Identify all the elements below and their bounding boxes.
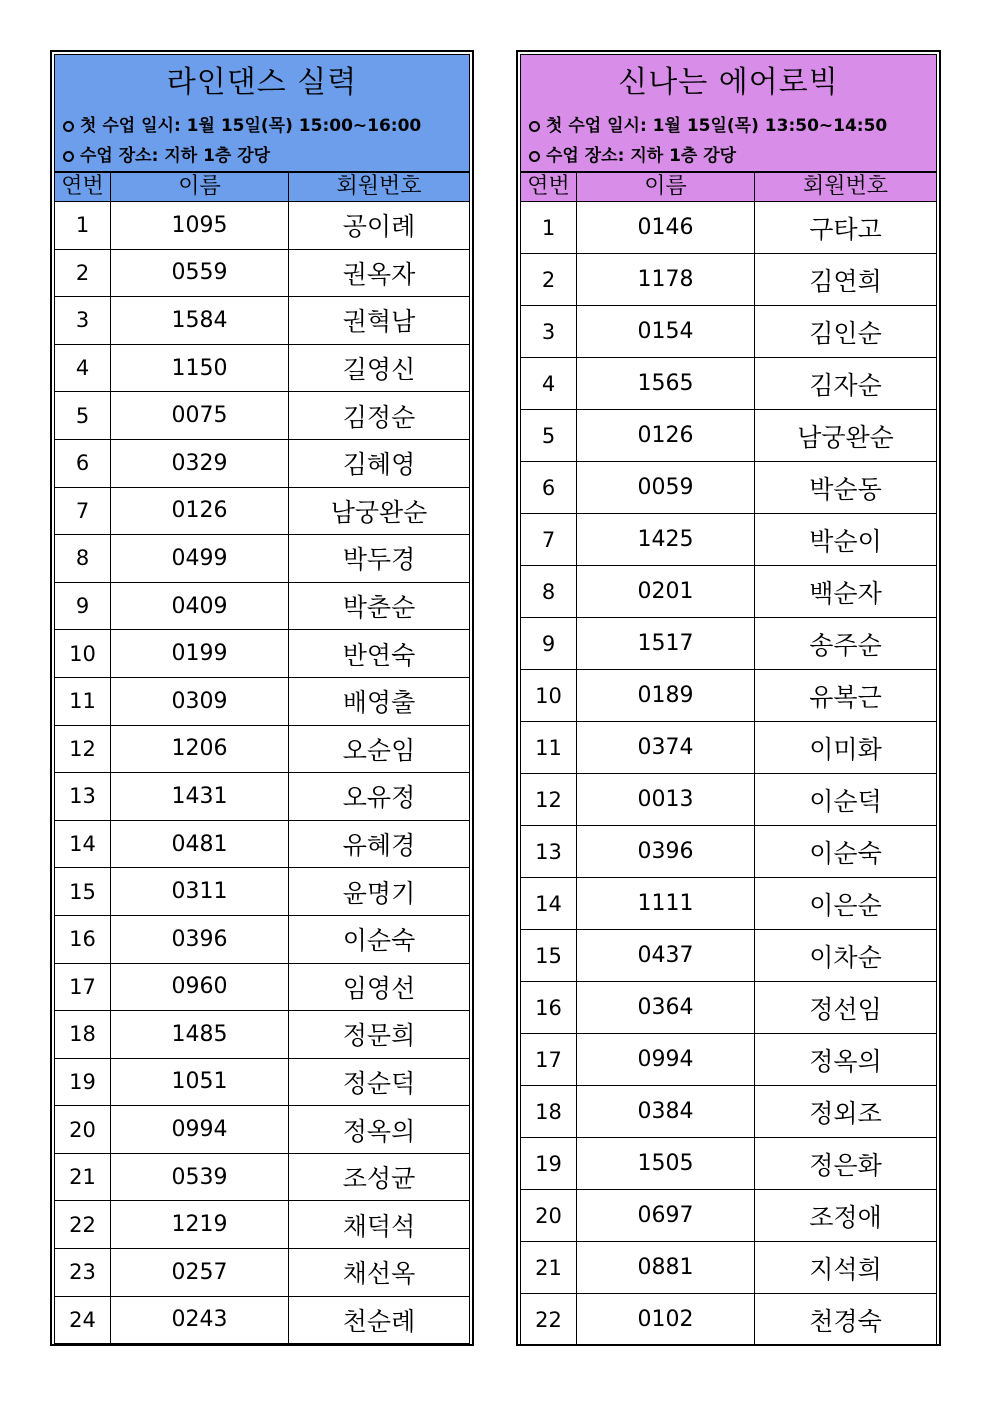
bullet-icon — [529, 151, 540, 162]
column-header-serial: 연번 — [55, 173, 111, 202]
row-member-no: 정순덕 — [289, 1058, 470, 1106]
row-member-no: 이은순 — [755, 878, 937, 930]
row-member-no: 백순자 — [755, 566, 937, 618]
row-name: 0539 — [111, 1153, 289, 1201]
column-header-serial: 연번 — [521, 173, 577, 202]
row-name: 0102 — [577, 1294, 755, 1346]
row-name: 1111 — [577, 878, 755, 930]
row-name: 1431 — [111, 773, 289, 821]
column-header-member-no: 회원번호 — [755, 173, 937, 202]
row-name: 0481 — [111, 820, 289, 868]
row-member-no: 남궁완순 — [755, 410, 937, 462]
row-name: 1095 — [111, 202, 289, 250]
table-row — [55, 1153, 470, 1201]
row-name: 0311 — [111, 868, 289, 916]
table-row — [521, 202, 937, 254]
row-name: 0059 — [577, 462, 755, 514]
line-dance-first-class — [55, 111, 469, 141]
table-row — [55, 963, 470, 1011]
row-serial: 22 — [55, 1201, 111, 1249]
table-row — [521, 1086, 937, 1138]
table-row — [521, 1242, 937, 1294]
row-member-no: 박순동 — [755, 462, 937, 514]
row-name: 0559 — [111, 249, 289, 297]
row-name: 1150 — [111, 344, 289, 392]
row-name: 1584 — [111, 297, 289, 345]
table-row — [521, 826, 937, 878]
row-member-no: 권혁남 — [289, 297, 470, 345]
table-row — [521, 1190, 937, 1242]
row-name: 1505 — [577, 1138, 755, 1190]
row-name: 0199 — [111, 630, 289, 678]
table-row — [521, 514, 937, 566]
table-row — [55, 344, 470, 392]
row-member-no: 조성균 — [289, 1153, 470, 1201]
row-name: 0994 — [577, 1034, 755, 1086]
row-name: 0409 — [111, 582, 289, 630]
row-member-no: 반연숙 — [289, 630, 470, 678]
aerobics-location-text: 수업 장소: 지하 1층 강당 — [546, 146, 737, 166]
row-member-no: 채선옥 — [289, 1249, 470, 1297]
row-name: 0309 — [111, 677, 289, 725]
table-row — [55, 582, 470, 630]
aerobics-panel — [516, 50, 941, 1346]
row-serial: 18 — [521, 1086, 577, 1138]
row-serial: 6 — [521, 462, 577, 514]
row-serial: 8 — [55, 535, 111, 583]
table-row — [55, 773, 470, 821]
table-row — [521, 722, 937, 774]
row-member-no: 박순이 — [755, 514, 937, 566]
line-dance-location — [55, 141, 469, 171]
row-serial: 13 — [521, 826, 577, 878]
table-row — [55, 297, 470, 345]
row-name: 0364 — [577, 982, 755, 1034]
column-header-name: 이름 — [111, 173, 289, 202]
row-member-no: 공이례 — [289, 202, 470, 250]
aerobics-first-class — [521, 111, 936, 141]
row-serial: 18 — [55, 1011, 111, 1059]
row-serial: 9 — [521, 618, 577, 670]
row-name: 0126 — [111, 487, 289, 535]
row-member-no: 이순숙 — [289, 915, 470, 963]
row-member-no: 정은화 — [755, 1138, 937, 1190]
row-name: 0697 — [577, 1190, 755, 1242]
row-member-no: 정문희 — [289, 1011, 470, 1059]
row-name: 0396 — [111, 915, 289, 963]
table-row — [55, 915, 470, 963]
row-name: 0189 — [577, 670, 755, 722]
row-name: 1178 — [577, 254, 755, 306]
row-serial: 16 — [521, 982, 577, 1034]
table-row — [55, 1011, 470, 1059]
row-member-no: 정옥의 — [289, 1106, 470, 1154]
row-serial: 3 — [55, 297, 111, 345]
row-serial: 20 — [55, 1106, 111, 1154]
table-header-row — [521, 173, 937, 202]
row-serial: 14 — [55, 820, 111, 868]
bullet-icon — [529, 121, 540, 132]
row-serial: 16 — [55, 915, 111, 963]
row-name: 1206 — [111, 725, 289, 773]
row-member-no: 배영출 — [289, 677, 470, 725]
row-serial: 2 — [55, 249, 111, 297]
table-row — [55, 1249, 470, 1297]
table-row — [55, 1201, 470, 1249]
row-member-no: 유복근 — [755, 670, 937, 722]
row-serial: 7 — [55, 487, 111, 535]
bullet-icon — [63, 121, 74, 132]
table-row — [55, 677, 470, 725]
table-row — [521, 462, 937, 514]
row-serial: 9 — [55, 582, 111, 630]
row-serial: 11 — [55, 677, 111, 725]
row-name: 0243 — [111, 1296, 289, 1344]
row-serial: 1 — [55, 202, 111, 250]
row-serial: 5 — [55, 392, 111, 440]
row-member-no: 남궁완순 — [289, 487, 470, 535]
row-member-no: 김인순 — [755, 306, 937, 358]
row-name: 0126 — [577, 410, 755, 462]
row-serial: 21 — [521, 1242, 577, 1294]
row-member-no: 정외조 — [755, 1086, 937, 1138]
table-row — [521, 670, 937, 722]
row-member-no: 이순덕 — [755, 774, 937, 826]
row-serial: 12 — [55, 725, 111, 773]
table-row — [521, 982, 937, 1034]
row-member-no: 김연희 — [755, 254, 937, 306]
table-row — [521, 306, 937, 358]
table-row — [521, 1294, 937, 1346]
row-member-no: 송주순 — [755, 618, 937, 670]
row-serial: 23 — [55, 1249, 111, 1297]
table-header-row — [55, 173, 470, 202]
table-row — [55, 725, 470, 773]
row-member-no: 채덕석 — [289, 1201, 470, 1249]
table-row — [55, 868, 470, 916]
row-member-no: 이순숙 — [755, 826, 937, 878]
row-name: 0960 — [111, 963, 289, 1011]
row-member-no: 조정애 — [755, 1190, 937, 1242]
line-dance-first-class-text: 첫 수업 일시: 1월 15일(목) 15:00~16:00 — [80, 116, 422, 136]
row-serial: 17 — [521, 1034, 577, 1086]
row-serial: 2 — [521, 254, 577, 306]
row-member-no: 이차순 — [755, 930, 937, 982]
table-row — [521, 1138, 937, 1190]
row-member-no: 이미화 — [755, 722, 937, 774]
table-row — [521, 618, 937, 670]
row-serial: 19 — [55, 1058, 111, 1106]
row-member-no: 정옥의 — [755, 1034, 937, 1086]
table-row — [55, 1106, 470, 1154]
table-row — [55, 1296, 470, 1344]
row-member-no: 길영신 — [289, 344, 470, 392]
line-dance-table — [54, 172, 470, 1344]
row-serial: 10 — [55, 630, 111, 678]
aerobics-table-body — [521, 202, 937, 1346]
row-serial: 5 — [521, 410, 577, 462]
aerobics-table — [520, 172, 937, 1346]
table-row — [55, 487, 470, 535]
table-row — [521, 358, 937, 410]
row-member-no: 천순례 — [289, 1296, 470, 1344]
row-name: 0154 — [577, 306, 755, 358]
table-row — [55, 392, 470, 440]
line-dance-header — [54, 54, 470, 172]
table-row — [55, 202, 470, 250]
row-name: 0881 — [577, 1242, 755, 1294]
row-name: 1565 — [577, 358, 755, 410]
row-serial: 8 — [521, 566, 577, 618]
bullet-icon — [63, 151, 74, 162]
row-name: 0329 — [111, 439, 289, 487]
row-name: 0201 — [577, 566, 755, 618]
row-name: 0075 — [111, 392, 289, 440]
table-row — [521, 930, 937, 982]
row-serial: 3 — [521, 306, 577, 358]
row-name: 0257 — [111, 1249, 289, 1297]
row-serial: 4 — [55, 344, 111, 392]
row-serial: 1 — [521, 202, 577, 254]
table-row — [521, 878, 937, 930]
row-serial: 15 — [55, 868, 111, 916]
row-name: 0374 — [577, 722, 755, 774]
row-name: 0396 — [577, 826, 755, 878]
row-name: 1425 — [577, 514, 755, 566]
row-serial: 14 — [521, 878, 577, 930]
row-name: 0994 — [111, 1106, 289, 1154]
row-name: 1517 — [577, 618, 755, 670]
row-member-no: 오유정 — [289, 773, 470, 821]
table-row — [521, 566, 937, 618]
row-member-no: 김혜영 — [289, 439, 470, 487]
row-member-no: 박두경 — [289, 535, 470, 583]
table-row — [521, 1034, 937, 1086]
row-name: 0146 — [577, 202, 755, 254]
row-member-no: 구타고 — [755, 202, 937, 254]
row-serial: 7 — [521, 514, 577, 566]
row-member-no: 유혜경 — [289, 820, 470, 868]
row-member-no: 정선임 — [755, 982, 937, 1034]
line-dance-panel — [50, 50, 474, 1346]
row-name: 0499 — [111, 535, 289, 583]
row-serial: 15 — [521, 930, 577, 982]
table-row — [55, 249, 470, 297]
table-row — [55, 820, 470, 868]
aerobics-first-class-text: 첫 수업 일시: 1월 15일(목) 13:50~14:50 — [546, 116, 888, 136]
aerobics-header — [520, 54, 937, 172]
table-row — [521, 254, 937, 306]
line-dance-title: 라인댄스 실력 — [166, 65, 358, 100]
row-serial: 6 — [55, 439, 111, 487]
row-serial: 24 — [55, 1296, 111, 1344]
column-header-member-no: 회원번호 — [289, 173, 470, 202]
row-member-no: 지석희 — [755, 1242, 937, 1294]
row-serial: 10 — [521, 670, 577, 722]
row-member-no: 윤명기 — [289, 868, 470, 916]
row-name: 0013 — [577, 774, 755, 826]
line-dance-location-text: 수업 장소: 지하 1층 강당 — [80, 146, 271, 166]
table-row — [521, 410, 937, 462]
row-member-no: 천경숙 — [755, 1294, 937, 1346]
row-name: 1219 — [111, 1201, 289, 1249]
table-row — [521, 774, 937, 826]
column-header-name: 이름 — [577, 173, 755, 202]
row-serial: 21 — [55, 1153, 111, 1201]
row-serial: 17 — [55, 963, 111, 1011]
row-serial: 20 — [521, 1190, 577, 1242]
row-serial: 4 — [521, 358, 577, 410]
row-member-no: 김정순 — [289, 392, 470, 440]
row-member-no: 박춘순 — [289, 582, 470, 630]
line-dance-table-body — [55, 202, 470, 1344]
aerobics-location — [521, 141, 936, 171]
row-serial: 13 — [55, 773, 111, 821]
table-row — [55, 630, 470, 678]
table-row — [55, 439, 470, 487]
aerobics-title: 신나는 에어로빅 — [618, 65, 839, 100]
row-serial: 22 — [521, 1294, 577, 1346]
row-serial: 11 — [521, 722, 577, 774]
row-serial: 19 — [521, 1138, 577, 1190]
row-name: 1051 — [111, 1058, 289, 1106]
row-name: 0384 — [577, 1086, 755, 1138]
row-member-no: 임영선 — [289, 963, 470, 1011]
row-name: 1485 — [111, 1011, 289, 1059]
row-member-no: 오순임 — [289, 725, 470, 773]
row-name: 0437 — [577, 930, 755, 982]
row-serial: 12 — [521, 774, 577, 826]
row-member-no: 김자순 — [755, 358, 937, 410]
table-row — [55, 1058, 470, 1106]
row-member-no: 권옥자 — [289, 249, 470, 297]
table-row — [55, 535, 470, 583]
